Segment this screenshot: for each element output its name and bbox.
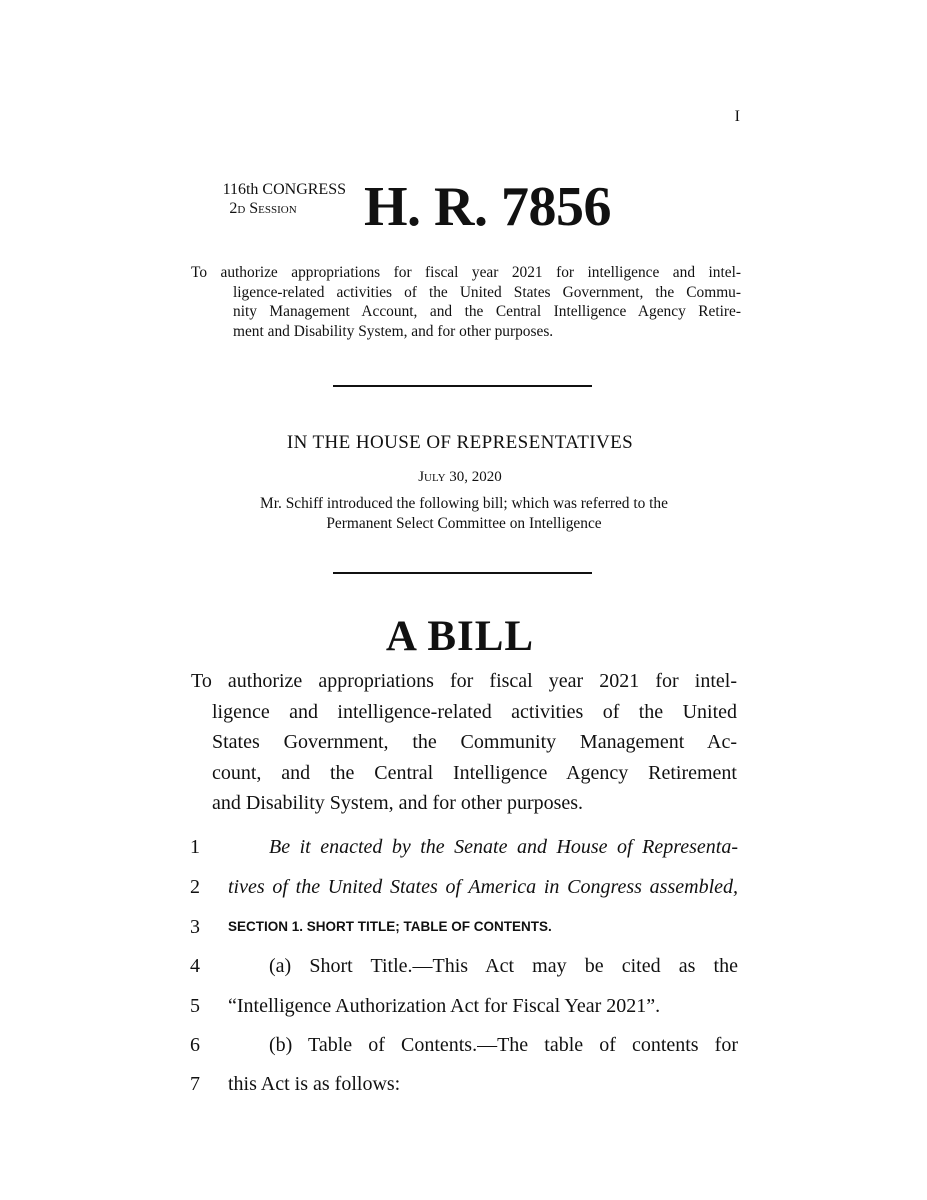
long-purpose-line: ligence and intelligence-related activities of the United bbox=[212, 700, 737, 723]
session-label: 2d Session bbox=[229, 200, 297, 217]
line-number: 4 bbox=[190, 955, 200, 977]
short-purpose-line: ment and Disability System, and for other purposes. bbox=[233, 322, 554, 340]
long-purpose-line: States Government, the Community Management Ac- bbox=[212, 731, 737, 753]
divider-rule bbox=[333, 572, 592, 574]
long-purpose-line: and Disability System, and for other purposes. bbox=[212, 792, 584, 814]
introduction-line: Mr. Schiff introduced the following bill; which was referred to the bbox=[260, 495, 668, 512]
congress-session-block bbox=[176, 180, 346, 218]
bill-line-6 bbox=[180, 1030, 740, 1060]
bill-line-3 bbox=[180, 912, 740, 942]
line-text: “Intelligence Authorization Act for Fiscal Year 2021”. bbox=[228, 995, 661, 1017]
introduction-date: July 30, 2020 bbox=[418, 469, 502, 485]
line-number: 2 bbox=[190, 876, 200, 898]
bill-line-7 bbox=[180, 1069, 740, 1099]
long-purpose bbox=[191, 666, 737, 819]
divider-rule bbox=[333, 385, 592, 387]
short-purpose-line: nity Management Account, and the Central Intelligence Agency Retire- bbox=[233, 303, 741, 320]
line-text: tives of the United States of America in Congress assembled, bbox=[228, 876, 738, 898]
introduction-line: Permanent Select Committee on Intelligence bbox=[326, 515, 602, 532]
section-heading: SECTION 1. SHORT TITLE; TABLE OF CONTENTS. bbox=[228, 919, 552, 934]
line-text: (a) Short Title.—This Act may be cited as the bbox=[269, 955, 738, 977]
line-number: 5 bbox=[190, 995, 200, 1017]
long-purpose-line: count, and the Central Intelligence Agency Retirement bbox=[212, 761, 737, 784]
a-bill-heading: A BILL bbox=[385, 613, 535, 660]
bill-number: H. R. 7856 bbox=[364, 176, 611, 238]
congress-label: 116th CONGRESS bbox=[222, 181, 346, 198]
line-number: 7 bbox=[190, 1073, 200, 1095]
line-number: 6 bbox=[190, 1034, 200, 1056]
line-text: Be it enacted by the Senate and House of Representa- bbox=[269, 836, 738, 858]
house-heading: IN THE HOUSE OF REPRESENTATIVES bbox=[286, 432, 634, 453]
short-purpose-line: ligence-related activities of the United States Government, the Commu- bbox=[233, 283, 741, 301]
long-purpose-line: To authorize appropriations for fiscal year 2021 for intel- bbox=[191, 670, 737, 692]
bill-line-2 bbox=[180, 872, 740, 902]
short-purpose bbox=[191, 263, 741, 341]
bill-line-4 bbox=[180, 951, 740, 981]
bill-line-5 bbox=[180, 991, 740, 1021]
line-number: 1 bbox=[190, 836, 200, 858]
bill-line-1 bbox=[180, 832, 740, 862]
line-number: 3 bbox=[190, 916, 200, 938]
short-purpose-line: To authorize appropriations for fiscal year 2021 for intelligence and intel- bbox=[191, 264, 741, 281]
page-marker: I bbox=[734, 108, 740, 125]
line-text: (b) Table of Contents.—The table of contents for bbox=[269, 1034, 738, 1056]
line-text: this Act is as follows: bbox=[228, 1073, 401, 1095]
introduction-text bbox=[214, 494, 714, 534]
